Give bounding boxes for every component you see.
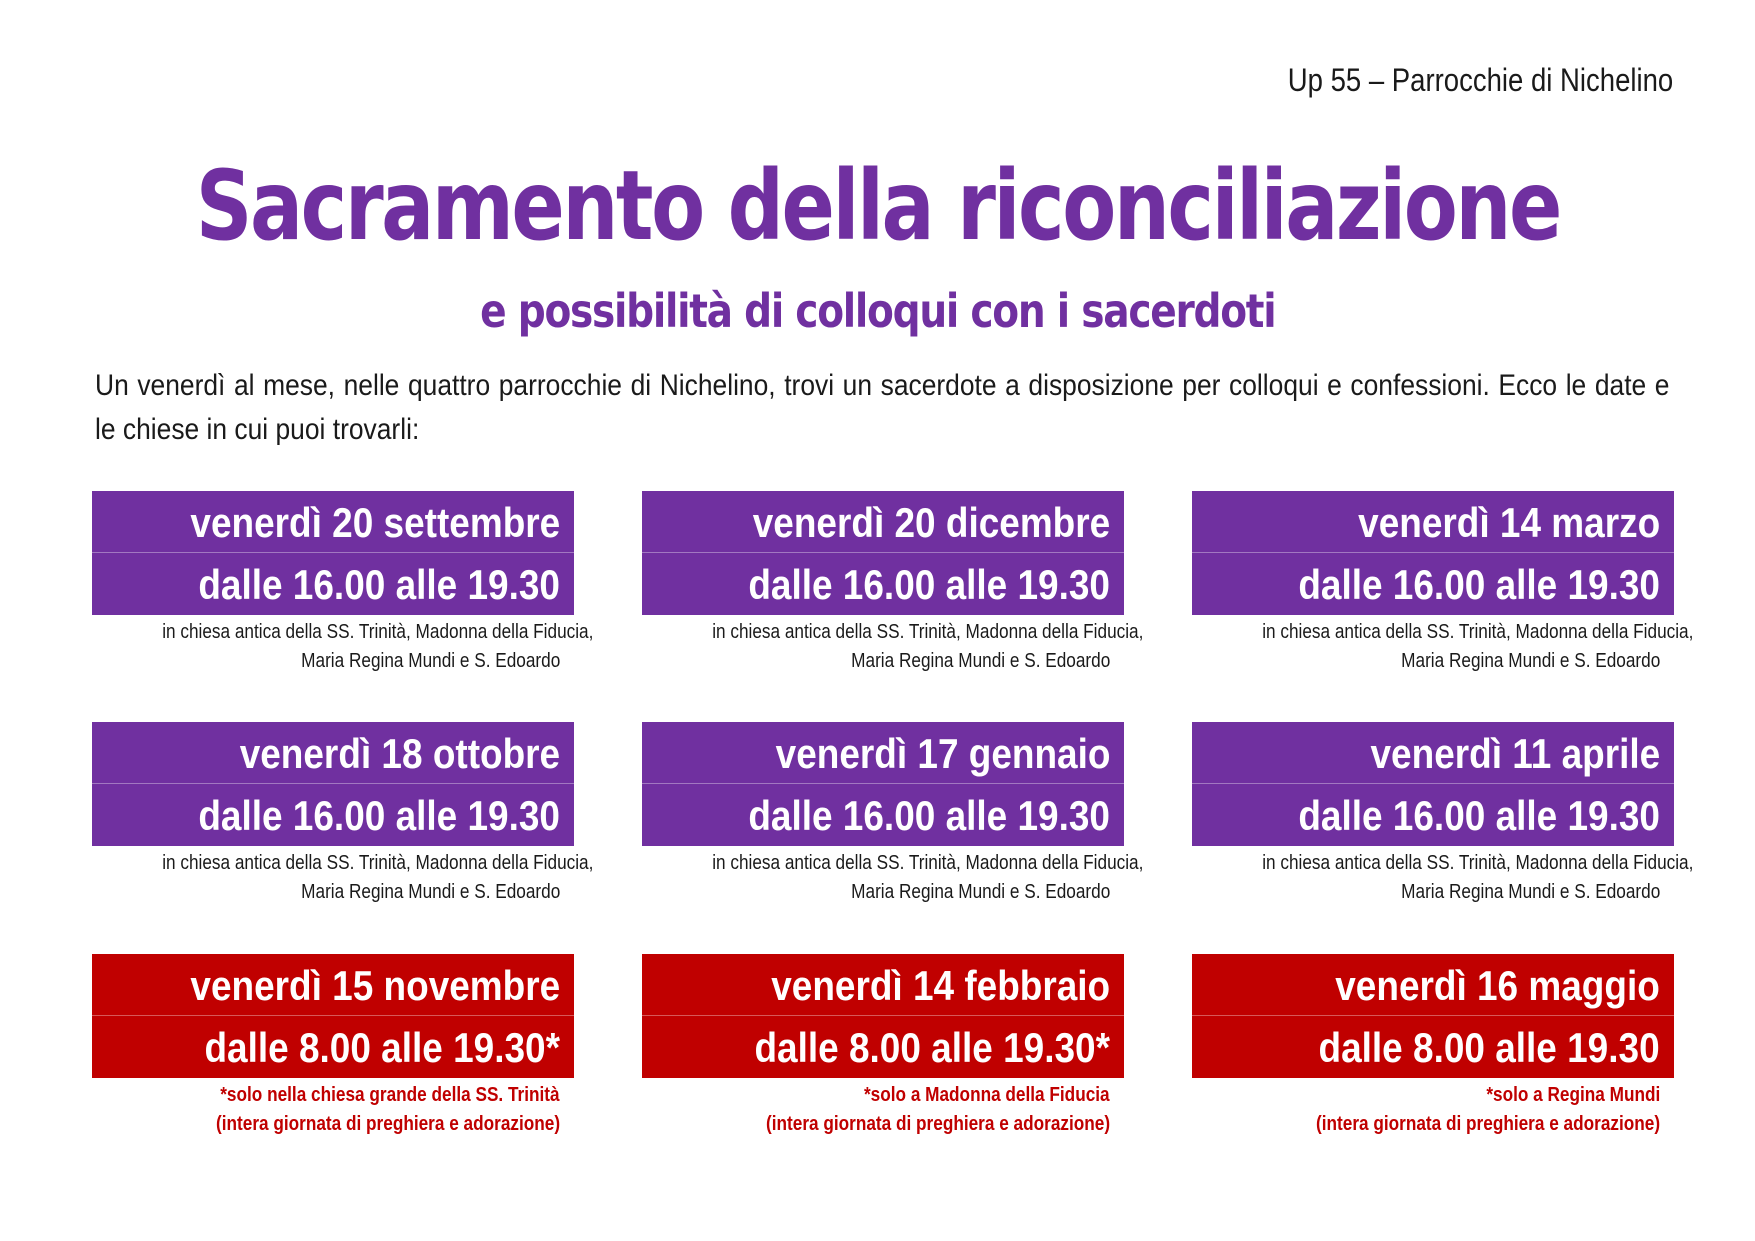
date-card: [1192, 954, 1674, 1139]
location-line-1: in chiesa antica della SS. Trinità, Madonna della Fiducia,: [162, 621, 594, 643]
date-bar: [1192, 954, 1674, 1016]
time-label: dalle 16.00 alle 19.30: [1298, 561, 1660, 608]
location-note: [1192, 618, 1694, 676]
date-label: venerdì 18 ottobre: [239, 730, 560, 777]
time-bar: [92, 784, 574, 846]
time-label: dalle 16.00 alle 19.30: [748, 561, 1110, 608]
time-label: dalle 16.00 alle 19.30: [1298, 792, 1660, 839]
time-bar: [92, 1016, 574, 1078]
time-bar: [642, 553, 1124, 615]
date-card: [92, 954, 574, 1139]
location-line-2: (intera giornata di preghiera e adorazione): [765, 1113, 1110, 1135]
location-line-1: *solo a Madonna della Fiducia: [864, 1084, 1110, 1106]
time-bar: [1192, 1016, 1674, 1078]
time-bar: [642, 1016, 1124, 1078]
date-bar: [92, 722, 574, 784]
page-title: [0, 150, 1755, 262]
location-line-1: in chiesa antica della SS. Trinità, Madonna della Fiducia,: [162, 852, 594, 874]
location-line-2: Maria Regina Mundi e S. Edoardo: [850, 650, 1110, 672]
date-card: [92, 722, 594, 907]
page-title-text: Sacramento della riconciliazione: [195, 150, 1560, 262]
location-note: [1192, 1081, 1674, 1139]
date-card: [642, 722, 1144, 907]
location-note: [92, 849, 594, 907]
location-note: [642, 1081, 1124, 1139]
date-label: venerdì 20 settembre: [190, 499, 560, 546]
location-line-2: Maria Regina Mundi e S. Edoardo: [300, 650, 560, 672]
page-subtitle-text: e possibilità di colloqui con i sacerdoti: [479, 284, 1276, 338]
time-label: dalle 16.00 alle 19.30: [198, 561, 560, 608]
time-label: dalle 8.00 alle 19.30*: [204, 1024, 560, 1071]
location-line-1: *solo a Regina Mundi: [1486, 1084, 1660, 1106]
date-card: [1192, 491, 1694, 676]
time-label: dalle 16.00 alle 19.30: [748, 792, 1110, 839]
location-note: [92, 1081, 574, 1139]
date-bar: [642, 491, 1124, 553]
time-label: dalle 16.00 alle 19.30: [198, 792, 560, 839]
location-note: [642, 849, 1144, 907]
location-note: [92, 618, 594, 676]
date-card: [92, 491, 594, 676]
time-bar: [1192, 553, 1674, 615]
location-note: [1192, 849, 1694, 907]
date-bar: [642, 954, 1124, 1016]
location-line-2: Maria Regina Mundi e S. Edoardo: [300, 881, 560, 903]
date-bar: [92, 491, 574, 553]
date-label: venerdì 20 dicembre: [752, 499, 1110, 546]
location-line-1: in chiesa antica della SS. Trinità, Madonna della Fiducia,: [1262, 621, 1694, 643]
location-line-1: in chiesa antica della SS. Trinità, Madonna della Fiducia,: [712, 621, 1144, 643]
date-bar: [1192, 722, 1674, 784]
date-card: [642, 954, 1124, 1139]
location-line-1: in chiesa antica della SS. Trinità, Madonna della Fiducia,: [1262, 852, 1694, 874]
date-bar: [1192, 491, 1674, 553]
date-bar: [92, 954, 574, 1016]
date-bar: [642, 722, 1124, 784]
date-label: venerdì 16 maggio: [1335, 962, 1660, 1009]
location-line-2: Maria Regina Mundi e S. Edoardo: [1400, 650, 1660, 672]
date-card: [642, 491, 1144, 676]
header-organization: Up 55 – Parrocchie di Nichelino: [1287, 62, 1673, 98]
location-line-1: in chiesa antica della SS. Trinità, Madonna della Fiducia,: [712, 852, 1144, 874]
date-label: venerdì 14 febbraio: [771, 962, 1110, 1009]
date-label: venerdì 15 novembre: [190, 962, 560, 1009]
intro-text: Un venerdì al mese, nelle quattro parrocchie di Nichelino, trovi un sacerdote a disposizione per colloqui e confessioni. Ecco le date e le chiese in cui puoi trovarli:: [95, 369, 1670, 446]
date-label: venerdì 14 marzo: [1358, 499, 1660, 546]
location-line-2: Maria Regina Mundi e S. Edoardo: [1400, 881, 1660, 903]
date-card: [1192, 722, 1694, 907]
location-line-1: *solo nella chiesa grande della SS. Trinità: [220, 1084, 560, 1106]
location-line-2: (intera giornata di preghiera e adorazione): [215, 1113, 560, 1135]
date-label: venerdì 17 gennaio: [775, 730, 1110, 777]
time-label: dalle 8.00 alle 19.30: [1318, 1024, 1660, 1071]
time-bar: [1192, 784, 1674, 846]
location-line-2: Maria Regina Mundi e S. Edoardo: [850, 881, 1110, 903]
time-bar: [642, 784, 1124, 846]
page-subtitle: [0, 284, 1755, 338]
time-label: dalle 8.00 alle 19.30*: [754, 1024, 1110, 1071]
location-line-2: (intera giornata di preghiera e adorazione): [1315, 1113, 1660, 1135]
location-note: [642, 618, 1144, 676]
time-bar: [92, 553, 574, 615]
intro-paragraph: [95, 364, 1670, 452]
date-label: venerdì 11 aprile: [1370, 730, 1660, 777]
